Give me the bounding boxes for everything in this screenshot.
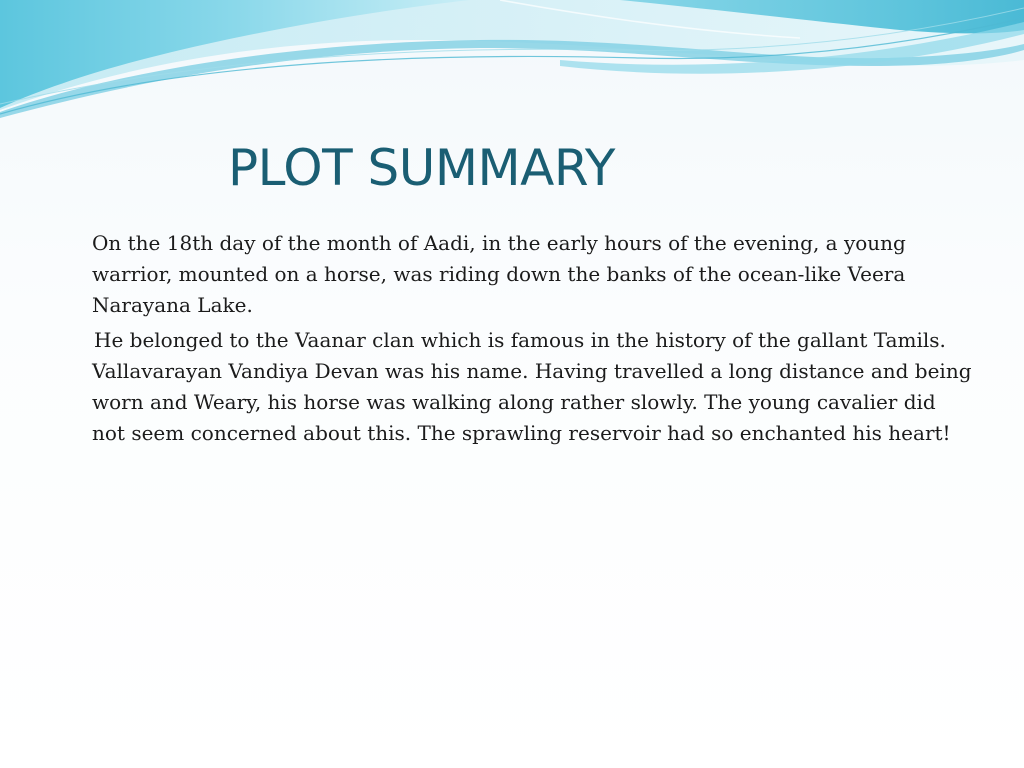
paragraph-2: He belonged to the Vaanar clan which is famous in the history of the gallant Tamils. Vallavarayan Vandiya Devan was his name. Having travelled a long distance and being worn and Weary, his horse was walking along rather slowly. The young cavalier did not seem concerned about this. The sprawling reservoir had so enchanted his heart! (92, 328, 972, 445)
slide-title: PLOT SUMMARY (228, 139, 615, 197)
paragraph-1: On the 18th day of the month of Aadi, in the early hours of the evening, a young warrior, mounted on a horse, was riding down the banks of the ocean-like Veera Narayana Lake. (92, 231, 906, 317)
slide-body (92, 228, 972, 453)
wave-header-decoration (0, 0, 1024, 130)
